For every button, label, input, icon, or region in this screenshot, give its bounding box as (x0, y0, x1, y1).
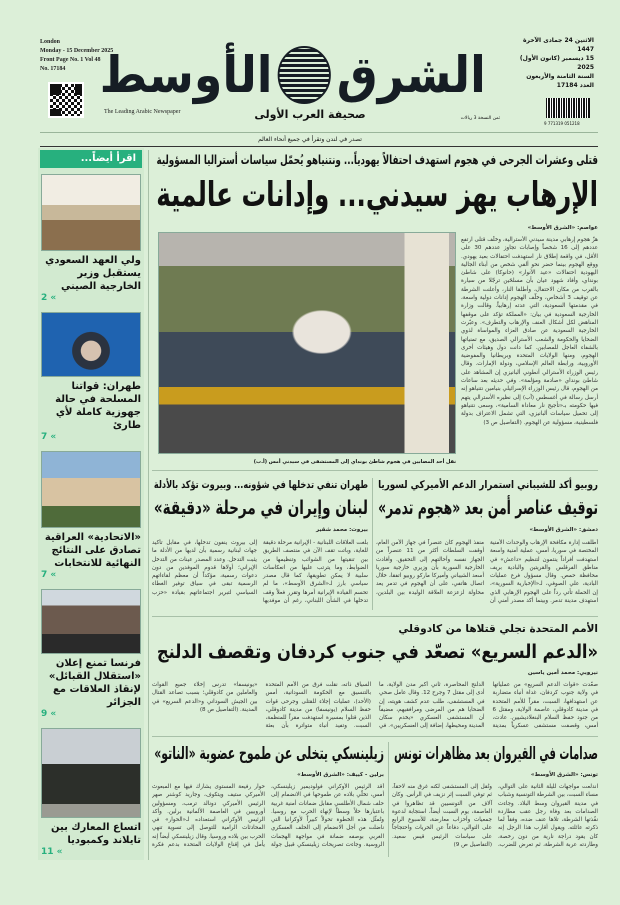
sidebar-item[interactable] (41, 451, 141, 581)
ukraine-headline[interactable]: زيلينسكي يتخلى عن طموح عضوية «الناتو» (154, 744, 384, 764)
sidebar-photo-tehran[interactable] (41, 312, 141, 376)
divider (152, 470, 598, 471)
lebanon-kicker[interactable]: طهران تنفي تدخلها في شؤونه... وبيروت تؤكد بالأدلة (153, 479, 368, 491)
masthead-subtitle: صحيفة العرب الأولى (254, 108, 366, 121)
divider (40, 132, 598, 133)
lead-headline[interactable]: الإرهاب يهز سيدني... وإدانات عالمية (156, 175, 598, 215)
sidebar-item[interactable] (41, 589, 141, 719)
barcode-number: 9 771319 051218 (544, 121, 580, 126)
read-also-header: اقرأ أيضاً... (40, 150, 142, 168)
sidebar-item-headline[interactable]: طهران: قواتنا المسلحة في حالة جهوزية كاملة لأي طارئ (55, 380, 141, 431)
year-of-publication: السنة الثامنة والأربعون (526, 73, 594, 80)
page-reference: 9 « (41, 708, 57, 719)
page-reference: 7 « (41, 570, 57, 581)
newspaper-logo[interactable] (99, 38, 486, 104)
lebanon-headline[interactable]: لبنان وإيران في مرحلة «دقيقة» (153, 497, 368, 519)
sudan-byline: نيروبي: محمد أمين ياسين (527, 670, 598, 676)
hijri-date: الاثنين 24 جمادى الآخرة 1447 (522, 37, 594, 53)
sidebar-item-headline[interactable]: فرنسا تمنع إعلان «استقلال القبائل» لإنقاذ العلاقات مع الجزائر (48, 657, 141, 708)
logo-word-left: الأوسط (99, 45, 273, 104)
qr-code[interactable] (48, 82, 84, 118)
column-divider (148, 150, 149, 860)
divider (152, 616, 598, 617)
page-reference: 11 « (41, 847, 63, 858)
price-note: ثمن النسخة 3 ريالات (460, 116, 500, 121)
page-reference: 2 « (41, 293, 57, 304)
sidebar-item-headline[interactable]: اتساع المعارك بين تايلاند وكمبوديا (51, 822, 141, 847)
sidebar-photo-iraq-court[interactable] (41, 451, 141, 528)
publish-line: تصدر في لندن وتقرأ في جميع أنحاء العالم (258, 136, 362, 143)
ukraine-byline: برلين - كييف: «الشرق الأوسط» (297, 772, 384, 778)
logo-word-right: الشرق (336, 45, 486, 104)
lead-kicker[interactable]: قتلى وعشرات الجرحى في هجوم استهدف احتفالاً يهودياً... ونتنياهو يُحمّل سياسات أستراليا المسؤولية (156, 152, 598, 167)
page-reference: 7 « (41, 431, 57, 442)
sidebar-photo-thailand-soldiers[interactable] (41, 728, 141, 818)
masthead-arabic-info (506, 36, 594, 90)
sidebar-list (41, 174, 141, 858)
english-tagline: The Leading Arabic Newspaper (104, 109, 181, 115)
tunisia-body: اندلعت مواجهات لليلة الثانية على التوالي، مساء السبت، بين الشرطة التونسية وشباب في مدينة القيروان وسط البلاد. وجاءت الصدامات بعد وفاة رجل عقب مطاردة نفّذتها الشرطة، تلاها عنف ضده، وفقاً لما ذكرته عائلته. ويقول أقارب هذا الرجل إنه كان يقود دراجة نارية من دون رخصة، وطاردته عربة الشرطة، ثم تعرض للضرب، ونُقل إلى المستشفى لكنه غرق منه لاحقاً، ثم توفي السبت إثر نزيف في الرأس. وكان آلاف من التونسيين قد تظاهروا في العاصمة، يوم السبت أيضاً، استجابة لدعوة جمعيات وأحزاب معارضة، للأسبوع الرابع على التوالي، دفاعاً عن الحريات واحتجاجاً على سياسات الرئيس قيس سعيد. (التفاصيل ص 9) (392, 784, 598, 849)
sidebar-photo-algeria-france[interactable] (41, 589, 141, 653)
lead-byline: عواصم: «الشرق الأوسط» (527, 225, 598, 231)
divider (40, 146, 598, 147)
lebanon-byline: بيروت: محمد شقير (316, 527, 368, 533)
date: Monday - 15 December 2025 (40, 48, 114, 54)
lead-body: هزّ هجوم إرهابي مدينة سيدني الأسترالية، وخلّف قتلى ارتفع عددهم إلى 16 شخصاً وإصابات تجاوز عددهم 30 على الأقل، في واقعة إطلاق نار استهدفت احتفالات بعيد يهودي. ووقع الهجوم بينما حضر نحو ألفي شخص من أبناء الجالية اليهودية احتفالات «عيد الأنوار» (حانوكا) على شاطئ بونداي، وأفاد شهود عيان بأن مسلحَين ترجّلا من سيارة بالقرب من مكان الاحتفال، وأطلقا النار، وأعلنت الشرطة عن توقيف 3 أشخاص، وخلّف الهجوم إدانات دولية واسعة، في مقدمتها السعودية، التي عدته إرهابياً. وقالت وزارة الخارجية السعودية في بيان: «المملكة تؤكد على موقفها المناهض لكل أشكال العنف والإرهاب والتطرف». وعبّرت الخارجية السعودية عن صادق العزاء والمواساة لذوي الضحايا والحكومة والشعب الأسترالي الصديق، مع تمنياتها بالشفاء العاجل للمصابين. كما دانت دول وهيئات أخرى الهجوم، ومنها الولايات المتحدة وبريطانيا والمفوضية الأوروبية، ورابطة العالم الإسلامي، ودولة الإمارات. وقال رئيس الوزراء الأسترالي أنطوني ألبانيزي إن المشاهد على شاطئ بونداي «صادمة ومؤلمة». وفي حديثه بعد ساعات من الهجوم، قال رئيس الوزراء الإسرائيلي بنيامين نتنياهو إنه أرسل رسالة في أغسطس (آب) إلى نظيره الأسترالي يتهم فيها حكومته بـ«تأجيج نار معاداة السامية»، وسعى نتنياهو إلى تحميل سياسات ألبانيزي، التي تشمل الاعتراف بدولة فلسطينية، مسؤولية عن الهجوم. (التفاصيل ص 3) (461, 237, 598, 426)
issue-number-ar: العدد 17184 (556, 82, 594, 89)
sidebar-item-headline[interactable]: «الاتحادية» العراقية تصادق على النتائج النهائية للانتخابات (44, 532, 141, 570)
sidebar-item[interactable] (41, 312, 141, 442)
sidebar-photo-crown-prince[interactable] (41, 174, 141, 251)
tunisia-byline: تونس: «الشرق الأوسط» (530, 772, 598, 778)
gregorian-date: 15 ديسمبر (كانون الأول) 2025 (519, 55, 594, 71)
column-divider (388, 742, 389, 857)
lebanon-body: بلغت العلاقات اللبنانية - الإيرانية مرحلة دقيقة للغاية، وباتت تقف الآن في منتصف الطريق بين تنقيتها من الشوائب وتنظيمها من الضوابط، وما يترتب عليها من انعكاسات سلبية لا يمكن تطويقها، كما قال مصدر سياسي بارز لـ«الشرق الأوسط»، ما لم تحسم القيادة الإيرانية أمرها وتقرر فعلاً وقف تدخلها في الشأن اللبناني، رغم أن موفديها إلى بيروت ينفون تدخلها، في مقابل تأكيد جهات لبنانية رسمية بأن لديها من الأدلة ما يثبت التدخل. وعدد المصدر عينات من التدخل الإيراني؛ أولاها قدوم الموفدين من دون دعوات رسمية، مؤكداً أن معظم لقاءاتهم الرسمية تبقى في سياق توفير الغطاء السياسي لتبرير اجتماعاتهم بقيادة «حزب (152, 540, 368, 605)
sudan-headline[interactable]: «الدعم السريع» تصعّد في جنوب كردفان وتقصف الدلنج (156, 641, 599, 663)
divider (152, 736, 598, 737)
sidebar-item-headline[interactable]: ولي العهد السعودي يستقبل وزير الخارجية الصيني (45, 255, 141, 293)
tunisia-headline[interactable]: صدامات في القيروان بعد مظاهرات تونس (394, 744, 598, 764)
sudan-body: صعّدت «قوات الدعم السريع» من عملياتها في ولاية جنوب كردفان، غداة أنباء متضاربة عن استهدافها، السبت، مقراً للأمم المتحدة في مدينة كادوقلي، عاصمة الولاية، ومقتل 6 من جنود حفظ السلام البنغلاديشيين. عادت، أمس، وقصفت مستشفى عسكرياً بمدينة الدلنج المحاصرة، ثاني أكبر مدن الولاية، ما أدى إلى مقتل 7 وجرح 12. وقال عامل صحي في المستشفى، طلب عدم كشف هويته، إن الضحايا هم من المرضى ومرافقيهم، مضيفاً أن المستشفى العسكري «يخدم سكان المدينة ومحيطها، إضافة إلى العسكريين». في السياق ذاته، نقلت فرق من الأمم المتحدة بالتنسيق مع الحكومة السودانية، أمس (الأحد)، عمليات إجلاء للقتلى وجرحى قوات حفظ السلام (يونيسفا) من مدينة كادوقلي، الذين قتلوا بمسيرة استهدفت مقراً للمنظمة، السبت. وتفيد أنباء متواترة بأن بعثة «يونيسفا» تدرس إخلاء جميع القوات والعاملين من كادوقلي؛ بسبب تصاعد القتال بين الجيش السوداني و«الدعم السريع» في المدينة. (التفاصيل ص 8) (152, 682, 598, 730)
volume: Front Page No. 1 Vol 48 (40, 57, 101, 63)
city: London (40, 39, 61, 45)
column-divider (372, 478, 373, 610)
lead-photo-caption: نقل أحد المصابين في هجوم شاطئ بونداي إلى المستشفى في سيدني أمس (أ.ب) (253, 459, 456, 465)
syria-kicker[interactable]: روبيو أكد للشيباني استمرار الدعم الأميركي لسوريا (378, 479, 598, 491)
syria-byline: دمشق: «الشرق الأوسط» (529, 527, 598, 533)
sudan-kicker[interactable]: الأمم المتحدة تجلي قتلاها من كادوقلي (398, 623, 598, 635)
syria-headline[interactable]: توقيف عناصر أمن بعد «هجوم تدمر» (378, 497, 598, 519)
syria-body: أطلقت إدارة مكافحة الإرهاب والوحدات الأمنية المختصة في سوريا، أمس، عملية أمنية واسعة استهدفت أفراداً ينتمون لتنظيم «داعش» في مناطق الفرقلس والقريتين والبادية بريف محافظة حمص. وقال مسؤول فرع عمليات البادية، علي الصوفي، لـ«الإخبارية السورية»، إن الحملة تأتي رداً على الهجوم الإرهابي الذي استهدف مدينة تدمر. وبينما أكد مصدر أمني أن منفذ الهجوم كان عنصراً في جهاز الأمن العام، أوقفت السلطات أكثر من 11 عنصراً من الجهاز نفسه وأحالتهم إلى التحقيق. وأفادت الخارجية السورية بأن وزيري خارجية سوريا أسعد الشيباني وأميركا ماركو روبيو اتفقا، خلال اتصال هاتفي، على أن الهجوم في تدمر يعد محاولة لزعزعة العلاقة الوليدة بين البلدين، (376, 540, 598, 605)
barcode (546, 98, 590, 118)
globe-icon (278, 46, 331, 104)
sidebar-item[interactable] (41, 174, 141, 304)
ukraine-body: أقد الرئيس الأوكراني فولوديمير زيلينسكي، أمس، تخلّي بلاده عن طموحها في الانضمام إلى حلف شمال الأطلسي مقابل ضمانات أمنية غربية باعتبارها حلاً وسطاً لإنهاء الحرب مع روسيا. وتُمثّل هذه الخطوة تحولاً كبيراً لأوكرانيا التي ناضلت من أجل الانضمام إلى الحلف العسكري الغربي بوصفه ضمانة في مواجهة الهجمات الروسية. وجاءت تصريحات زيلينسكي قبيل جولة حوار رفيعة المستوى يشارك فيها مع المبعوث الأميركي ستيف ويتكوف، وجاريد كوشنر صهر الرئيس الأميركي دونالد ترمب، ومسؤولين أوروبيين في العاصمة الألمانية برلين. وأكد الرئيس الأوكراني استعداده لـ«الحوار» في المحادثات الرامية للتوصل إلى تسوية تنهي الحرب بين بلاده وروسيا. وقال زيلينسكي أيضاً إنه يأمل في إقناع الولايات المتحدة بدعم فكرة (152, 784, 384, 849)
sidebar-item[interactable] (41, 728, 141, 858)
issue-number: No. 17184 (40, 66, 66, 72)
lead-photo-sydney-attack[interactable] (158, 232, 456, 454)
